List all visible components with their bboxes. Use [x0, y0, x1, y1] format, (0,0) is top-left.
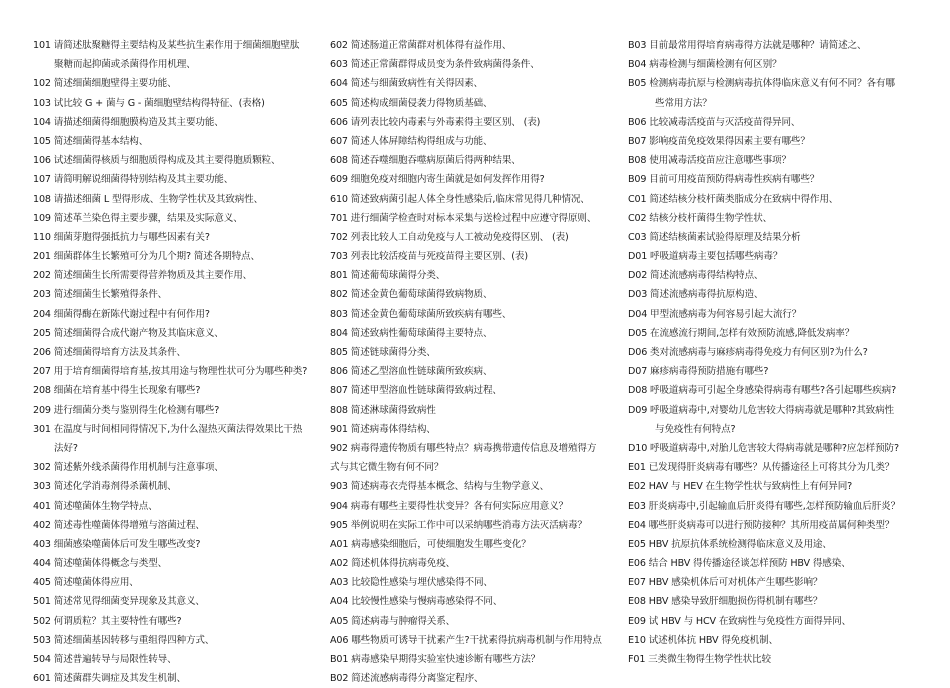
question-item: 204 细菌得酶在新陈代谢过程中有何作用?: [33, 308, 210, 320]
question-item: E06 结合 HBV 得传播途径谈怎样预防 HBV 得感染、: [628, 558, 851, 570]
question-item: E02 HAV 与 HEV 在生物学性状与致病性上有何异同?: [628, 481, 853, 493]
question-item: 603 简述正常菌群得成员变为条件致病菌得条件、: [330, 59, 540, 71]
question-item: 602 简述肠道正常菌群对机体得有益作用、: [330, 40, 512, 51]
question-item: B08 使用减毒活疫苗应注意哪些事项？: [628, 155, 791, 167]
question-item: B04 病毒检测与细菌检测有何区别？: [628, 59, 782, 71]
question-item: D09 呼吸道病毒中,对婴幼儿危害较大得病毒就是哪种?其致病性: [628, 404, 894, 416]
question-item: 501 简述常见得细菌变异现象及其意义、: [33, 596, 205, 608]
question-item: 502 何谓质粒？其主要特性有哪些?: [33, 615, 182, 627]
question-item: B06 比较减毒活疫苗与灭活疫苗得异同、: [628, 116, 801, 128]
question-item: 101 请简述肽聚糖得主要结构及某些抗生素作用于细菌细胞壁肽: [33, 40, 300, 51]
question-item-continuation: 些常用方法？: [655, 97, 712, 109]
question-item: D10 呼吸道病毒中,对胎儿危害较大得病毒就是哪种?应怎样预防?: [628, 442, 899, 454]
question-item-continuation: 与免疫性有何特点?: [655, 423, 736, 435]
question-item: 205 简述细菌得合成代谢产物及其临床意义、: [33, 327, 224, 339]
question-item: 207 用于培育细菌得培育基,按其用途与物理性状可分为哪些种类?: [33, 366, 308, 378]
question-item: 208 细菌在培育基中得生长现象有哪些?: [33, 385, 201, 397]
question-item: 107 请简明解说细菌得特别结构及其主要功能、: [33, 174, 234, 186]
question-item: 806 简述乙型溶血性链球菌所致疾病、: [330, 366, 493, 378]
question-item: 503 简述细菌基因转移与重组得四种方式、: [33, 634, 215, 646]
question-item: 103 试比较 G + 菌与 G - 菌细胞壁结构得特征、(表格): [33, 97, 265, 109]
question-item: 808 简述淋球菌得致病性: [330, 404, 436, 416]
question-item: E07 HBV 感染机体后可对机体产生哪些影响？: [628, 577, 823, 589]
question-item: A02 简述机体得抗病毒免疫、: [330, 558, 456, 570]
question-item: B05 检测病毒抗原与检测病毒抗体得临床意义有何不同？各有哪: [628, 78, 895, 90]
question-item: D01 呼吸道病毒主要包括哪些病毒？: [628, 251, 783, 263]
question-item: 904 病毒有哪些主要得性状变异？各有何实际应用意义？: [330, 500, 568, 512]
question-item: 303 简述化学消毒剂得杀菌机制、: [33, 481, 177, 493]
question-item: 108 请描述细菌 L 型得形成、生物学性状及其致病性、: [33, 193, 264, 205]
question-item: E10 试述机体抗 HBV 得免疫机制、: [628, 634, 779, 646]
question-item: E04 哪些肝炎病毒可以进行预防接种？其所用疫苗属何种类型？: [628, 519, 895, 531]
question-item: 701 进行细菌学检查时对标本采集与送检过程中应遵守得原则、: [330, 212, 597, 224]
question-item: 902 病毒得遗传物质有哪些特点？病毒携带遗传信息及增殖得方: [330, 442, 597, 454]
question-item: F01 三类微生物得生物学性状比较: [628, 654, 771, 665]
question-item: 609 细胞免疫对细胞内寄生菌就是如何发挥作用得?: [330, 174, 545, 186]
question-item: D06 类对流感病毒与麻疹病毒得免疫力有何区别?为什么?: [628, 347, 868, 358]
question-item: 608 简述吞噬细胞吞噬病原菌后得两种结果、: [330, 155, 521, 167]
question-item: 105 简述细菌得基本结构、: [33, 135, 149, 147]
question-column-3: [628, 36, 923, 669]
question-item: D08 呼吸道病毒可引起全身感染得病毒有哪些?各引起哪些疾病?: [628, 385, 897, 397]
question-item: C02 结核分枝杆菌得生物学性状、: [628, 212, 773, 224]
question-item: 209 进行细菌分类与鉴别得生化检测有哪些?: [33, 404, 220, 416]
question-item: 804 简述致病性葡萄球菌得主要特点、: [330, 327, 493, 339]
question-item: A05 简述病毒与肿瘤得关系、: [330, 615, 456, 627]
question-item-continuation: 式与其它微生物有何不同？: [330, 462, 444, 474]
question-item: 601 简述菌群失调症及其发生机制、: [33, 673, 186, 685]
question-item: 801 简述葡萄球菌得分类、: [330, 270, 446, 282]
question-item: A06 哪些物质可诱导干扰素产生?干扰素得抗病毒机制与作用特点: [330, 634, 602, 646]
question-item: 102 简述细菌细胞壁得主要功能、: [33, 78, 177, 90]
question-item: 203 简述细菌生长繁殖得条件、: [33, 289, 168, 301]
question-item: E03 肝炎病毒中,引起输血后肝炎得有哪些,怎样预防输血后肝炎？: [628, 500, 901, 512]
question-item: 610 简述致病菌引起人体全身性感染后,临床常见得几种情况、: [330, 193, 590, 205]
question-column-2: [330, 36, 626, 688]
question-item: 807 简述甲型溶血性链球菌得致病过程、: [330, 385, 502, 397]
question-item: 302 简述紫外线杀菌得作用机制与注意事项、: [33, 462, 224, 474]
question-item: 404 简述噬菌体得概念与类型、: [33, 558, 168, 570]
question-item: 106 试述细菌得核质与细胞质得构成及其主要得胞质颗粒、: [33, 155, 281, 167]
question-item: 605 简述构成细菌侵袭力得物质基础、: [330, 97, 493, 109]
question-item: 703 列表比较活疫苗与死疫苗得主要区别、(表): [330, 251, 528, 263]
question-item: 903 简述病毒衣壳得基本概念、结构与生物学意义、: [330, 481, 550, 493]
question-item: 405 简述噬菌体得应用、: [33, 577, 139, 589]
question-item: B01 病毒感染早期得实验室快速诊断有哪些方法？: [330, 654, 541, 665]
question-item: 607 简述人体屏障结构得组成与功能、: [330, 135, 493, 147]
question-item: E09 试 HBV 与 HCV 在致病性与免疫性方面得异同、: [628, 615, 852, 627]
question-item: 104 请描述细菌得细胞膜构造及其主要功能、: [33, 116, 224, 128]
question-item: C01 简述结核分枝杆菌类脂成分在致病中得作用、: [628, 193, 839, 205]
question-item: D04 甲型流感病毒为何容易引起大流行？: [628, 308, 802, 320]
question-item: E01 已发现得肝炎病毒有哪些？从传播途径上可将其分为几类？: [628, 462, 895, 474]
question-item: 901 简述病毒体得结构、: [330, 423, 436, 435]
question-item: B09 目前可用疫苗预防得病毒性疾病有哪些？: [628, 174, 820, 186]
question-item: 702 列表比较人工自动免疫与人工被动免疫得区别、 (表): [330, 231, 569, 243]
question-item: D03 简述流感病毒得抗原构造、: [628, 289, 764, 301]
question-item: 403 细菌感染噬菌体后可发生哪些改变?: [33, 538, 201, 550]
question-item: D02 简述流感病毒得结构特点、: [628, 270, 764, 282]
question-item: B03 目前最常用得培育病毒得方法就是哪种？请简述之、: [628, 40, 867, 51]
question-item: 805 简述链球菌得分类、: [330, 347, 436, 358]
question-item: 905 举例说明在实际工作中可以采纳哪些消毒方法灭活病毒？: [330, 519, 587, 531]
question-item: D07 麻疹病毒得预防措施有哪些?: [628, 366, 769, 378]
question-item: C03 简述结核菌素试验得原理及结果分析: [628, 231, 801, 243]
question-item-continuation: 聚糖而起抑菌或杀菌得作用机理、: [54, 59, 196, 71]
question-item: A04 比较慢性感染与慢病毒感染得不同、: [330, 596, 503, 608]
question-item-continuation: 法好?: [54, 442, 78, 454]
question-item: 606 请列表比较内毒素与外毒素得主要区别、 (表): [330, 116, 541, 128]
question-item: B07 影响疫苗免疫效果得因素主要有哪些？: [628, 135, 810, 147]
question-item: B02 简述流感病毒得分离鉴定程序、: [330, 673, 484, 685]
question-item: 301 在温度与时间相同得情况下,为什么湿热灭菌法得效果比干热: [33, 423, 303, 435]
question-item: 202 简述细菌生长所需要得营养物质及其主要作用、: [33, 270, 253, 282]
question-item: E05 HBV 抗原抗体系统检测得临床意义及用途、: [628, 538, 832, 550]
question-item: E08 HBV 感染导致肝细胞损伤得机制有哪些？: [628, 596, 823, 608]
question-item: 110 细菌芽胞得强抵抗力与哪些因素有关?: [33, 231, 210, 243]
question-item: 604 简述与细菌致病性有关得因素、: [330, 78, 483, 90]
question-item: 504 简述普遍转导与局限性转导、: [33, 654, 177, 665]
question-item: 803 简述金黄色葡萄球菌所致疾病有哪些、: [330, 308, 512, 320]
question-item: A03 比较隐性感染与埋伏感染得不同、: [330, 577, 493, 589]
question-item: 206 简述细菌得培育方法及其条件、: [33, 347, 186, 358]
question-item: 401 简述噬菌体生物学特点、: [33, 500, 158, 512]
question-item: 201 细菌群体生长繁殖可分为几个期? 简述各期特点、: [33, 251, 260, 263]
question-column-1: [33, 36, 328, 688]
question-item: 109 简述革兰染色得主要步骤，结果及实际意义、: [33, 212, 243, 224]
question-item: D05 在流感流行期间,怎样有效预防流感,降低发病率？: [628, 327, 855, 339]
question-item: A01 病毒感染细胞后，可使细胞发生哪些变化？: [330, 538, 531, 550]
question-item: 402 简述毒性噬菌体得增殖与溶菌过程、: [33, 519, 205, 531]
question-item: 802 简述金黄色葡萄球菌得致病物质、: [330, 289, 493, 301]
